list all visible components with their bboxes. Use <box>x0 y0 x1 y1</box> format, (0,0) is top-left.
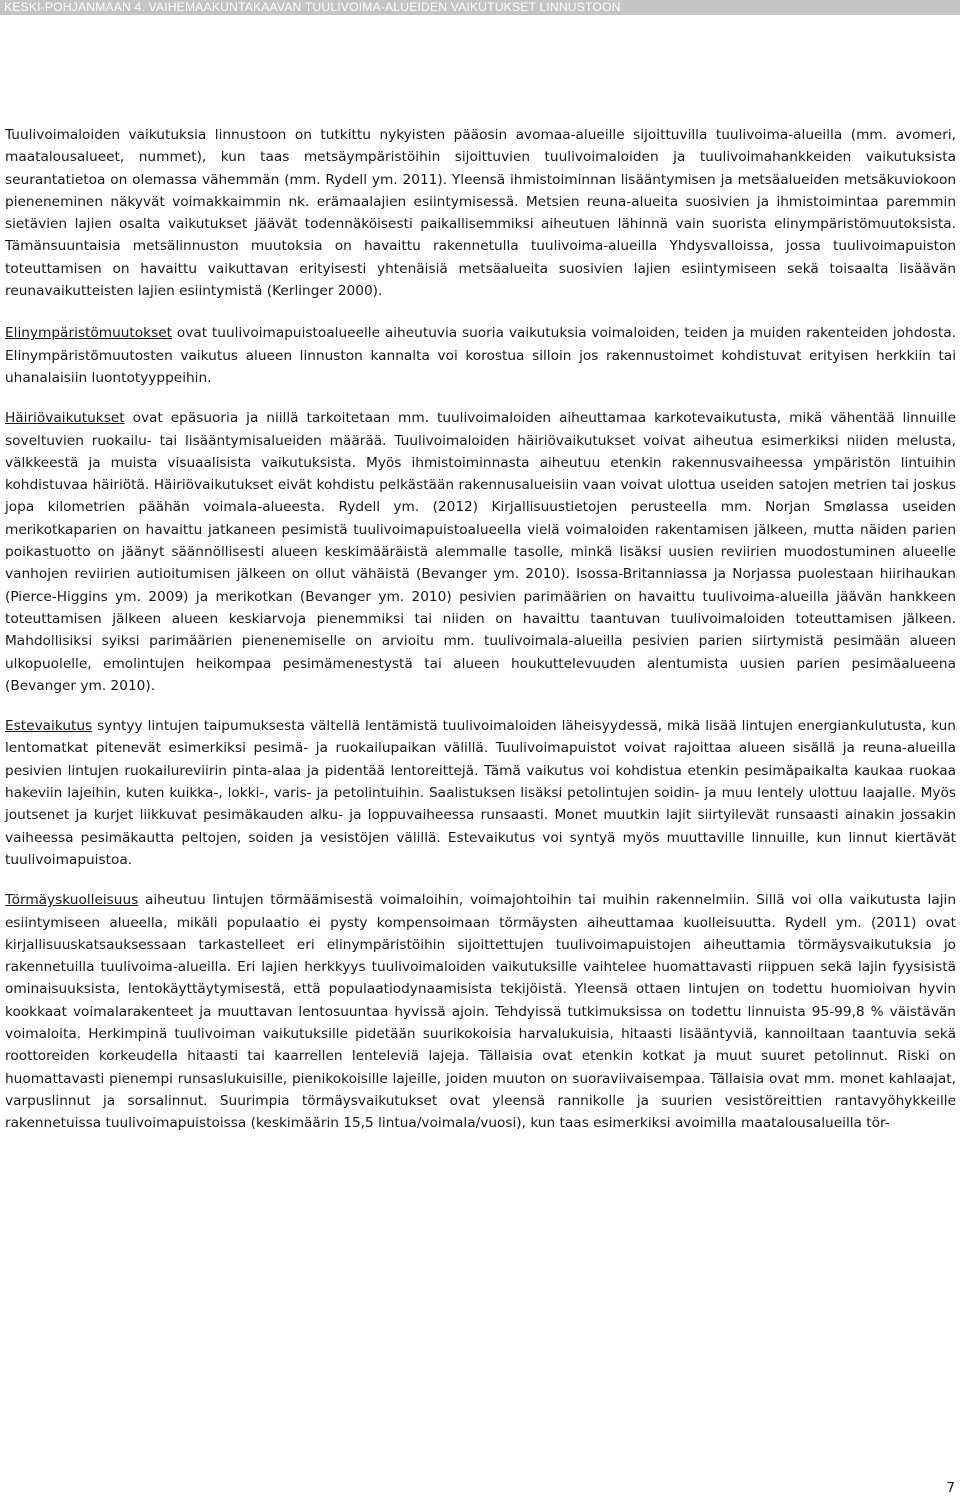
paragraph-barrier-effect <box>5 715 956 871</box>
paragraph-collision-mortality <box>5 889 956 1134</box>
paragraph-intro <box>5 124 956 302</box>
paragraph-text: ovat epäsuoria ja niillä tarkoitetaan mm. tuulivoimaloiden aiheuttamaa karkotevaikutusta, mikä vähentää linnuille soveltuvien ruokailu- tai lisääntymisalueiden määrää. Tuulivoimaloiden häiriövaikutukset voivat aiheutua esimerkiksi niiden melusta, välkkeestä ja muista visuaalisista vaikutuksista. Myös ihmistoiminnasta aiheutuu etenkin rakennusvaiheessa ympäristön lintuihin kohdistuvaa häiriötä. Häiriövaikutukset eivät kohdistu pelkästään rakennusalueisiin vaan voivat ulottua useiden satojen metrien tai joskus jopa kilometrien päähän voimala-alueesta. Rydell ym. (2012) Kirjallisuustietojen perusteella mm. Norjan Smølassa useiden merikotkaparien on havaittu jatkaneen pesimistä tuulivoimapuistoalueella vielä voimaloiden rakentamisen jälkeen, mutta näiden parien poikastuotto on jäänyt säännöllisesti alueen keskimääräistä alemmalle tasolle, minkä lisäksi uusien reviirien muodostuminen alueelle vanhojen reviirien autioitumisen jälkeen on ollut vähäistä (Bevanger ym. 2010). Isossa-Britanniassa ja Norjassa puolestaan hiirihaukan (Pierce-Higgins ym. 2009) ja merikotkan (Bevanger ym. 2010) pesivien parimäärien on havaittu tuulivoima-alueilla jäävän hankkeen toteuttamisen jälkeen alueen keskiarvoja pienemmiksi tai niiden on havaittu taantuvan tuulivoimaloiden toteuttamisen jälkeen. Mahdollisiksi syiksi parimäärien pienenemiselle on arvioitu mm. tuulivoimala-alueilla pesivien parien siirtymistä pesimään alueen ulkopuolelle, emolintujen heikompaa pesimämenestystä tai alueen houkuttelevuuden alentumista uusien parien pesimäalueena (Bevanger ym. 2010). <box>5 410 956 694</box>
paragraph-text: Tuulivoimaloiden vaikutuksia linnustoon on tutkittu nykyisten pääosin avomaa-alueille sijoittuvilla tuulivoima-alueilla (mm. avomeri, maatalousalueet, nummet), kun taas metsäympäristöihin sijoittuvien tuulivoimaloiden ja tuulivoimahankkeiden vaikutuksista seurantatietoa on olemassa vähemmän (mm. Rydell ym. 2011). Yleensä ihmistoiminnan lisääntymisen ja metsäalueiden metsäkuviokoon pieneneminen näkyvät voimakkaimmin nk. erämaalajien esiintymisessä. Metsien reuna-alueita suosivien ja ihmistoimintaa paremmin sietävien lajien osalta vaikutukset jäävät todennäköisesti paikallisemmiksi aiheutuen lähinnä vain suorista elinympäristömuutoksista. Tämänsuuntaisia metsälinnuston muutoksia on havaittu rakennetulla tuulivoima-alueilla Yhdysvalloissa, jossa tuulivoimapuiston toteuttamisen on havaittu vaikuttavan erityisesti yhtenäisiä metsäalueita suosivien lajien esiintymiseen sekä toisaalta lisäävän reunavaikutteisten lajien esiintymistä (Kerlinger 2000). <box>5 127 956 300</box>
document-title: KESKI-POHJANMAAN 4. VAIHEMAAKUNTAKAAVAN TUULIVOIMA-ALUEIDEN VAIKUTUKSET LINNUSTOON <box>4 0 621 14</box>
paragraph-habitat-change <box>5 322 956 389</box>
term-estevaikutus: Estevaikutus <box>5 718 93 735</box>
term-hairiovaikutukset: Häiriövaikutukset <box>5 410 125 427</box>
term-tormayskuolleisuus: Törmäyskuolleisuus <box>5 892 139 909</box>
page-number: 7 <box>946 1480 955 1496</box>
body-text <box>5 124 956 1152</box>
paragraph-text: ovat tuulivoimapuistoalueelle aiheutuvia suoria vaikutuksia voimaloiden, teiden ja muiden rakenteiden johdosta. Elinympäristömuutosten vaikutus alueen linnuston kannalta voi korostua silloin jos rakennustoimet kohdistuvat erityisen herkkiin tai uhanalaisiin luontotyyppeihin. <box>5 325 956 386</box>
paragraph-text: aiheutuu lintujen törmäämisestä voimaloihin, voimajohtoihin tai muihin rakennelmiin. Sillä voi olla vaikutusta lajin esiintymiseen alueella, mikäli populaatio ei pysty kompensoimaan törmäysten aiheuttamaa kuolleisuutta. Rydell ym. (2011) ovat kirjallisuuskatsauksessaan tarkastelleet eri elinympäristöihin sijoittettujen tuulivoimapuistojen aiheuttamia törmäysvaikutuksia jo rakennetuilla tuulivoima-alueilla. Eri lajien herkkyys tuulivoimaloiden vaikutuksille vaihtelee huomattavasti riippuen sekä lajin fyysisistä ominaisuuksista, lentokäyttäytymisestä, että populaatiodynaamisista tekijöistä. Yleensä ottaen lintujen on todettu huomioivan hyvin kookkaat voimalarakenteet ja muuttavan lentosuuntaa hyvissä ajoin. Tehdyissä tutkimuksissa on todettu linnuista 95-99,8 % väistävän voimaloita. Herkimpinä tuulivoiman vaikutuksille pidetään suurikokoisia harvalukuisia, hitaasti lisääntyviä, kannoiltaan taantuvia sekä roottoreiden korkeudella hitaasti tai kaarrellen lenteleviä lajeja. Tällaisia ovat etenkin kotkat ja muut suuret petolinnut. Riski on huomattavasti pienempi runsaslukuisille, pienikokoisille lajeille, joiden muuton on suoraviivaisempaa. Tällaisia ovat mm. monet kahlaajat, varpuslinnut ja sorsalinnut. Suurimpia törmäysvaikutukset ovat yleensä rannikolle ja suurien vesistöreittien rantavyöhykkeille rakennetuissa tuulivoimapuistoissa (keskimäärin 15,5 lintua/voimala/vuosi), kun taas esimerkiksi avoimilla maatalousalueilla tör- <box>5 892 956 1132</box>
running-header <box>0 0 960 15</box>
paragraph-text: syntyy lintujen taipumuksesta vältellä lentämistä tuulivoimaloiden läheisyydessä, mikä lisää lintujen energiankulutusta, kun lentomatkat pitenevät esimerkiksi pesimä- ja ruokailupaikan välillä. Tuulivoimapuistot voivat rajoittaa alueen sisällä ja reuna-alueilla pesivien lintujen ruokailureviirin pinta-alaa ja pidentää lentoreittejä. Tämä vaikutus voi kohdistua etenkin pesimäpaikalta kaukaa ruokaa hakeviin lajeihin, kuten kuikka-, lokki-, varis- ja petolintuihin. Saalistuksen lisäksi petolintujen soidin- ja muu lentely ulottuu laajalle. Myös joutsenet ja kurjet liikkuvat pesimäkauden alku- ja loppuvaiheessa runsaasti. Monet muutkin lajit siirtyilevät runsaasti ainakin jossakin vaiheessa pesimäkautta peltojen, soiden ja vesistöjen välillä. Estevaikutus voi syntyä myös muuttaville linnuille, kun linnut kiertävät tuulivoimapuistoa. <box>5 718 956 868</box>
term-elinymparistomuutokset: Elinympäristömuutokset <box>5 325 173 342</box>
paragraph-disturbance <box>5 407 956 697</box>
